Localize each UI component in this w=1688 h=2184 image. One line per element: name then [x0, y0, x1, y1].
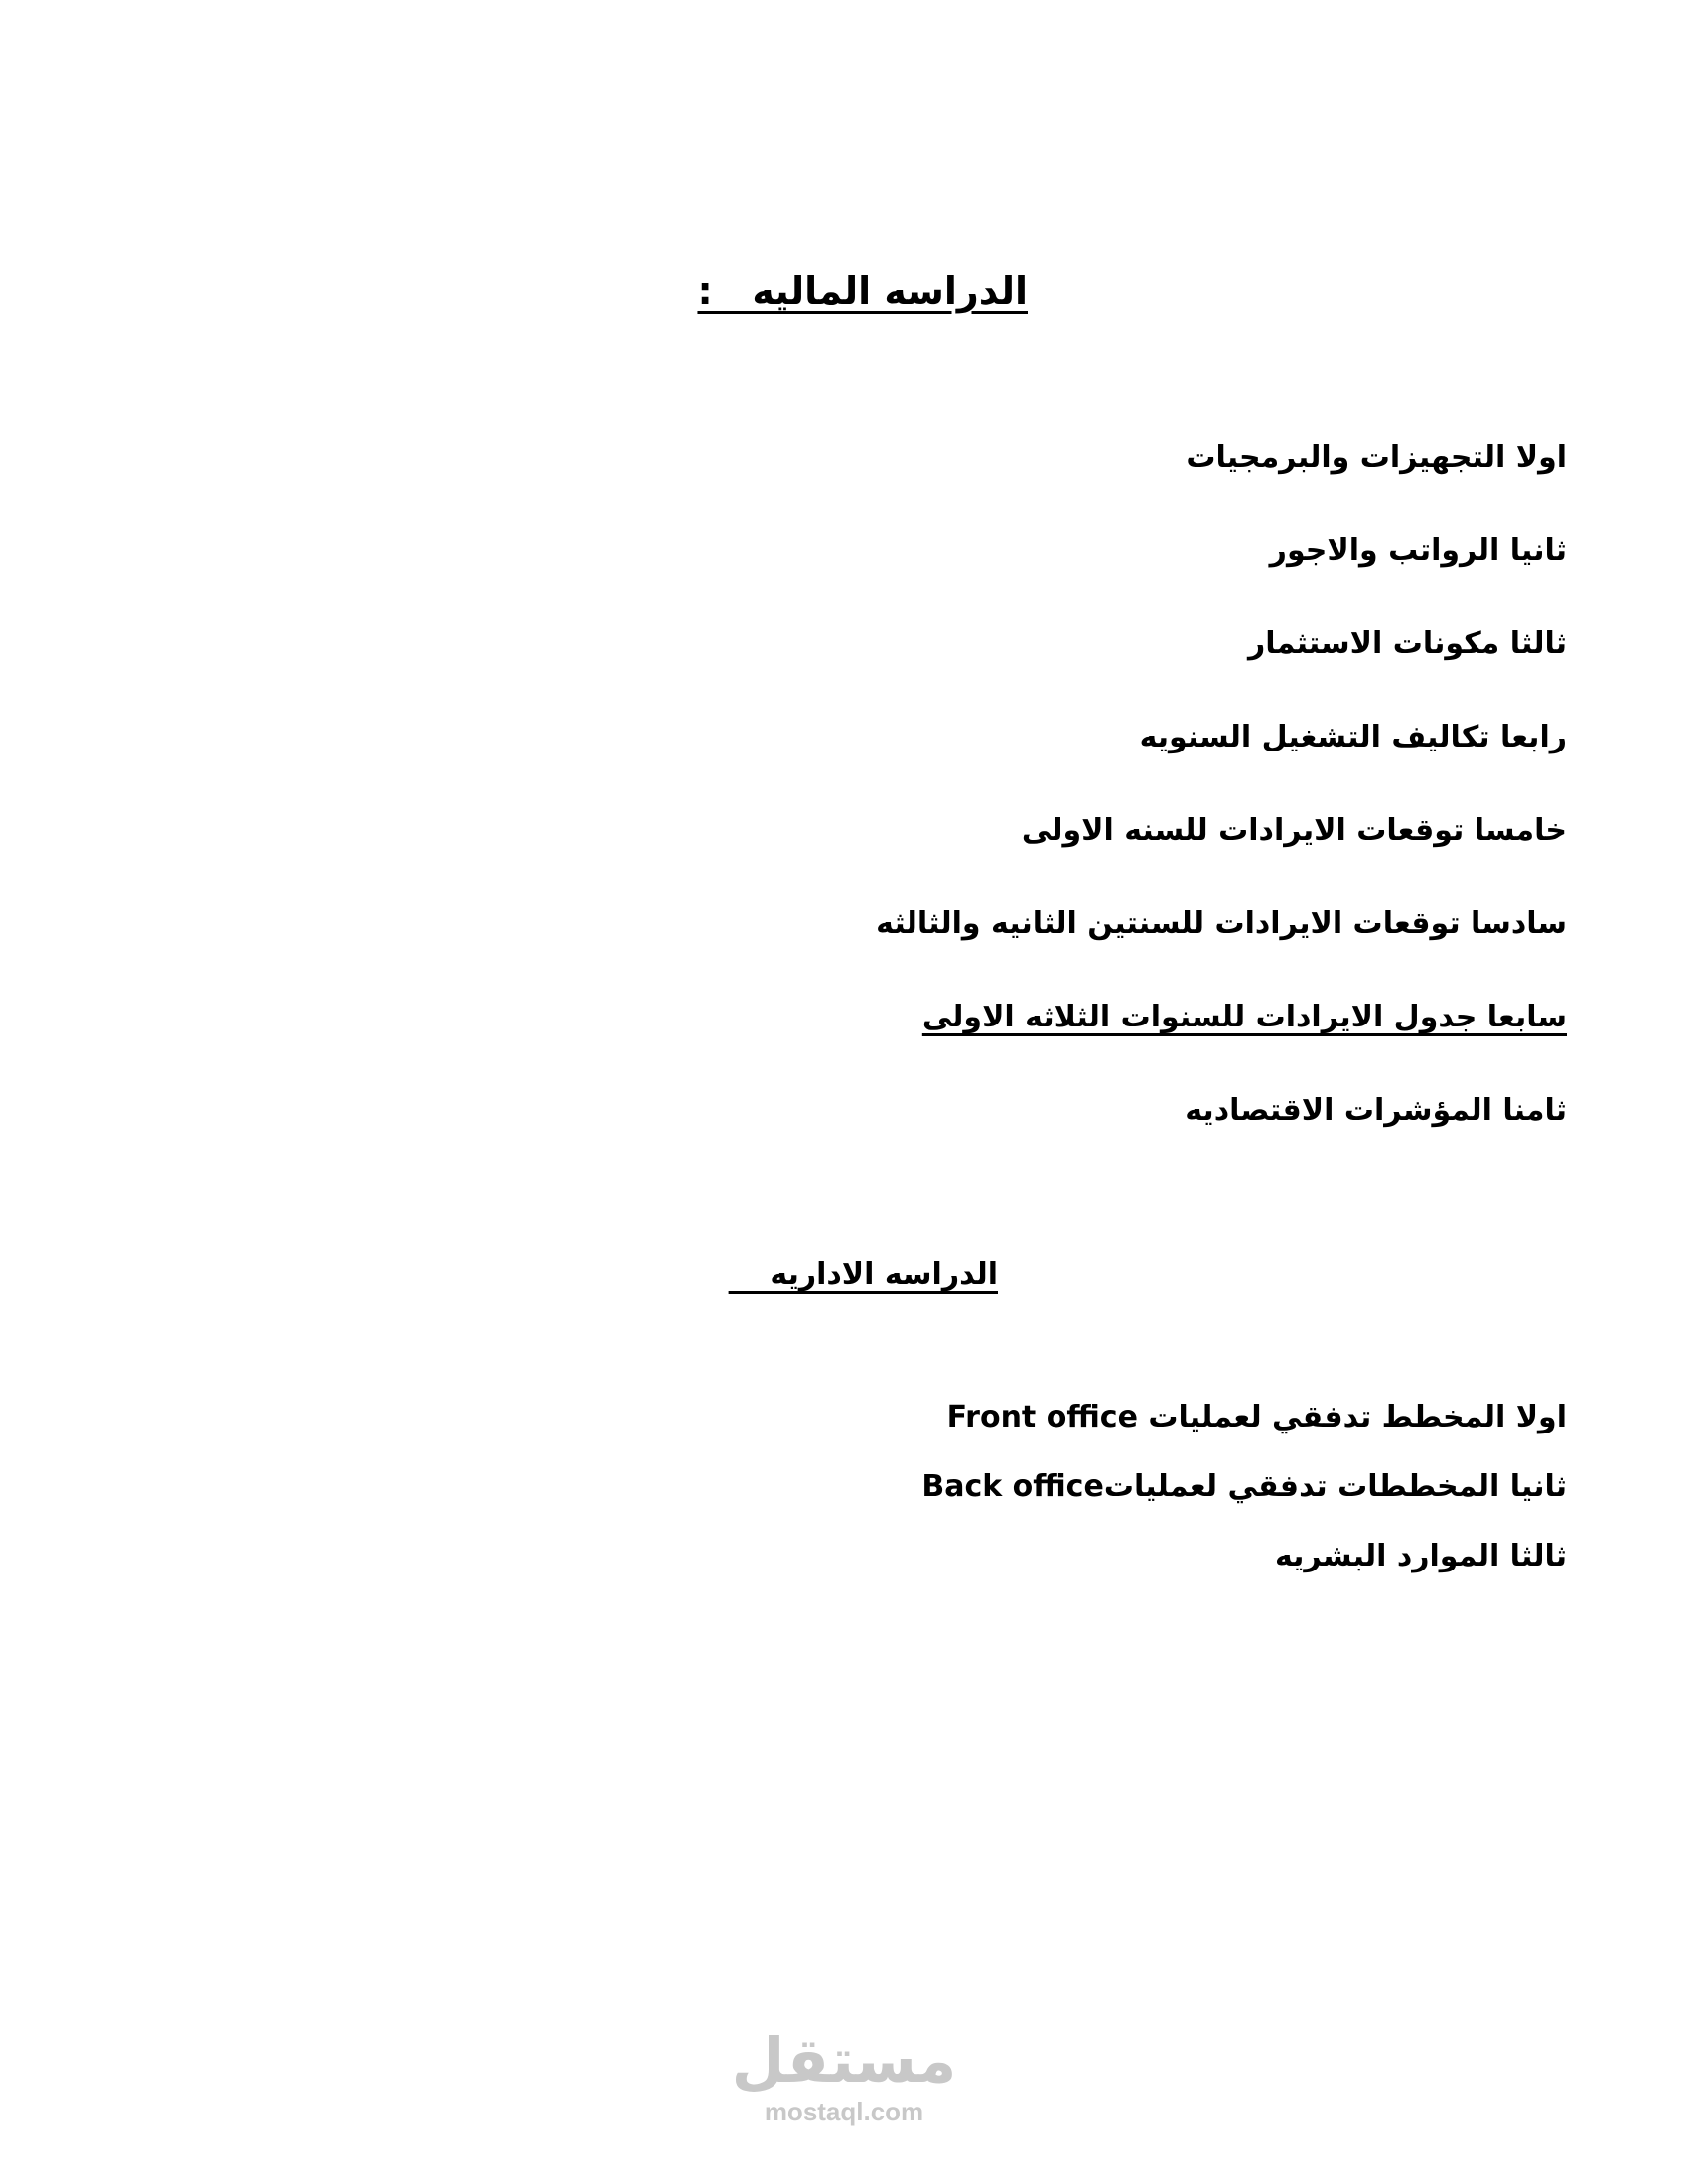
administrative-study-list: [921, 1396, 1567, 1604]
administrative-study-heading: الدراسه الاداريه: [728, 1257, 998, 1292]
financial-item-6: سادسا توقعات الايرادات للسنتين الثانيه والثالثه: [876, 906, 1567, 941]
admin-item-3: ثالثا الموارد البشريه: [1274, 1539, 1567, 1573]
financial-study-list: [876, 433, 1567, 1179]
financial-item-3: ثالثا مكونات الاستثمار: [1248, 626, 1567, 661]
financial-study-heading: الدراسه الماليه :: [697, 269, 1028, 313]
admin-item-1: اولا المخطط تدفقي لعمليات Front office: [946, 1400, 1567, 1434]
admin-item-2: ثانيا المخططات تدفقي لعملياتBack office: [921, 1469, 1567, 1504]
financial-item-8: ثامنا المؤشرات الاقتصاديه: [1185, 1093, 1567, 1128]
financial-item-7: سابعا جدول الايرادات للسنوات الثلاثه الاولى: [921, 1000, 1567, 1034]
watermark-arabic-logo: مستقل: [731, 2024, 957, 2097]
watermark-url: mostaql.com: [764, 2097, 924, 2126]
financial-item-5: خامسا توقعات الايرادات للسنه الاولى: [1021, 813, 1567, 848]
mostaql-watermark: [695, 2025, 993, 2126]
financial-item-4: رابعا تكاليف التشغيل السنويه: [1139, 720, 1567, 754]
financial-item-2: ثانيا الرواتب والاجور: [1269, 533, 1567, 568]
financial-item-1: اولا التجهيزات والبرمجيات: [1186, 440, 1567, 475]
